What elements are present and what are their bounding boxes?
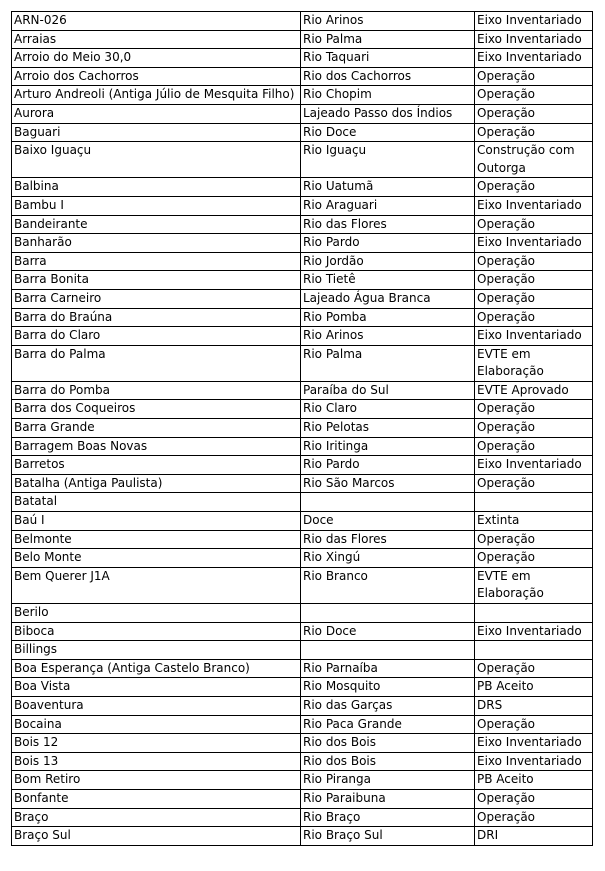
plant-name-cell: Bonfante — [12, 789, 301, 808]
plant-name-cell: Barra dos Coqueiros — [12, 400, 301, 419]
table-row — [12, 215, 593, 234]
status-cell: Operação — [475, 419, 593, 438]
river-cell: Rio Xingú — [301, 549, 475, 568]
river-cell: Rio das Flores — [301, 530, 475, 549]
river-cell: Rio Braço Sul — [301, 827, 475, 846]
status-cell — [475, 604, 593, 623]
plant-name-cell: Barra do Claro — [12, 327, 301, 346]
plant-name-cell: Bois 13 — [12, 752, 301, 771]
plant-name-cell: Banharão — [12, 234, 301, 253]
status-cell: PB Aceito — [475, 678, 593, 697]
river-cell: Doce — [301, 512, 475, 531]
table-row — [12, 252, 593, 271]
river-cell — [301, 604, 475, 623]
status-cell: Eixo Inventariado — [475, 752, 593, 771]
river-cell: Lajeado Passo dos Índios — [301, 104, 475, 123]
table-row — [12, 604, 593, 623]
plant-name-cell: Baguari — [12, 123, 301, 142]
status-cell: PB Aceito — [475, 771, 593, 790]
river-cell: Lajeado Água Branca — [301, 289, 475, 308]
status-cell: DRI — [475, 827, 593, 846]
status-cell: Construção com Outorga — [475, 142, 593, 178]
river-cell — [301, 493, 475, 512]
river-cell: Rio Paca Grande — [301, 715, 475, 734]
status-cell: Operação — [475, 530, 593, 549]
plant-name-cell: Belo Monte — [12, 549, 301, 568]
status-cell — [475, 493, 593, 512]
table-row — [12, 512, 593, 531]
status-cell: Operação — [475, 271, 593, 290]
table-row — [12, 437, 593, 456]
river-cell: Rio Tietê — [301, 271, 475, 290]
table-row — [12, 30, 593, 49]
river-cell: Rio Jordão — [301, 252, 475, 271]
status-cell: Operação — [475, 67, 593, 86]
table-row — [12, 400, 593, 419]
plant-name-cell: Braço Sul — [12, 827, 301, 846]
river-cell: Rio Iguaçu — [301, 142, 475, 178]
status-cell: EVTE em Elaboração — [475, 345, 593, 381]
river-cell: Rio Parnaíba — [301, 659, 475, 678]
river-cell: Rio São Marcos — [301, 474, 475, 493]
table-row — [12, 456, 593, 475]
table-row — [12, 289, 593, 308]
table-row — [12, 771, 593, 790]
river-cell: Rio Chopim — [301, 86, 475, 105]
river-cell: Rio Braço — [301, 808, 475, 827]
plant-name-cell: Barra do Braúna — [12, 308, 301, 327]
table-row — [12, 493, 593, 512]
river-cell: Rio Palma — [301, 345, 475, 381]
plant-name-cell: Belmonte — [12, 530, 301, 549]
plant-name-cell: Baixo Iguaçu — [12, 142, 301, 178]
plant-name-cell: Barra do Pomba — [12, 381, 301, 400]
table-row — [12, 123, 593, 142]
table-row — [12, 381, 593, 400]
river-cell: Rio Doce — [301, 622, 475, 641]
table-row — [12, 641, 593, 660]
table-row — [12, 308, 593, 327]
table-row — [12, 178, 593, 197]
plant-name-cell: Bandeirante — [12, 215, 301, 234]
plant-name-cell: Boaventura — [12, 696, 301, 715]
status-cell: Operação — [475, 86, 593, 105]
status-cell: Operação — [475, 789, 593, 808]
plant-name-cell: Arroio dos Cachorros — [12, 67, 301, 86]
status-cell: Operação — [475, 437, 593, 456]
table-row — [12, 696, 593, 715]
table-row — [12, 530, 593, 549]
river-cell: Rio Doce — [301, 123, 475, 142]
plant-name-cell: Boa Vista — [12, 678, 301, 697]
status-cell: Eixo Inventariado — [475, 49, 593, 68]
river-cell: Rio Mosquito — [301, 678, 475, 697]
river-cell: Paraíba do Sul — [301, 381, 475, 400]
status-cell: Eixo Inventariado — [475, 734, 593, 753]
plant-name-cell: Barretos — [12, 456, 301, 475]
table-row — [12, 549, 593, 568]
plant-name-cell: Barra Grande — [12, 419, 301, 438]
river-cell: Rio das Flores — [301, 215, 475, 234]
plant-name-cell: Barra do Palma — [12, 345, 301, 381]
table-row — [12, 789, 593, 808]
status-cell: DRS — [475, 696, 593, 715]
table-row — [12, 104, 593, 123]
plant-name-cell: Bem Querer J1A — [12, 567, 301, 603]
status-cell: Operação — [475, 474, 593, 493]
plant-name-cell: Batalha (Antiga Paulista) — [12, 474, 301, 493]
river-cell: Rio Branco — [301, 567, 475, 603]
river-cell: Rio Claro — [301, 400, 475, 419]
table-row — [12, 827, 593, 846]
river-cell: Rio Arinos — [301, 12, 475, 31]
river-cell: Rio Iritinga — [301, 437, 475, 456]
table-row — [12, 752, 593, 771]
status-cell: Operação — [475, 659, 593, 678]
river-cell — [301, 641, 475, 660]
plant-name-cell: Arraias — [12, 30, 301, 49]
table-row — [12, 622, 593, 641]
plant-name-cell: Barra Bonita — [12, 271, 301, 290]
river-cell: Rio Piranga — [301, 771, 475, 790]
river-cell: Rio Pelotas — [301, 419, 475, 438]
status-cell — [475, 641, 593, 660]
river-cell: Rio das Garças — [301, 696, 475, 715]
status-cell: Operação — [475, 808, 593, 827]
river-cell: Rio Uatumã — [301, 178, 475, 197]
status-cell: Eixo Inventariado — [475, 234, 593, 253]
table-row — [12, 659, 593, 678]
status-cell: Eixo Inventariado — [475, 456, 593, 475]
table-row — [12, 67, 593, 86]
river-cell: Rio Paraibuna — [301, 789, 475, 808]
plant-name-cell: Baú I — [12, 512, 301, 531]
plant-name-cell: Barra Carneiro — [12, 289, 301, 308]
table-row — [12, 474, 593, 493]
status-cell: Operação — [475, 308, 593, 327]
plant-name-cell: Aurora — [12, 104, 301, 123]
table-row — [12, 567, 593, 603]
status-cell: Extinta — [475, 512, 593, 531]
plant-name-cell: Barra — [12, 252, 301, 271]
table-row — [12, 142, 593, 178]
table-body — [12, 12, 593, 846]
status-cell: Eixo Inventariado — [475, 196, 593, 215]
status-cell: Operação — [475, 252, 593, 271]
table-row — [12, 49, 593, 68]
plant-name-cell: Berilo — [12, 604, 301, 623]
table-row — [12, 86, 593, 105]
hydro-plants-table — [11, 11, 593, 846]
status-cell: Eixo Inventariado — [475, 12, 593, 31]
table-row — [12, 271, 593, 290]
status-cell: Operação — [475, 215, 593, 234]
status-cell: EVTE em Elaboração — [475, 567, 593, 603]
river-cell: Rio dos Cachorros — [301, 67, 475, 86]
table-row — [12, 234, 593, 253]
status-cell: Eixo Inventariado — [475, 30, 593, 49]
status-cell: Operação — [475, 123, 593, 142]
plant-name-cell: Barragem Boas Novas — [12, 437, 301, 456]
plant-name-cell: Batatal — [12, 493, 301, 512]
table-row — [12, 327, 593, 346]
plant-name-cell: Bambu I — [12, 196, 301, 215]
status-cell: Operação — [475, 549, 593, 568]
river-cell: Rio Palma — [301, 30, 475, 49]
plant-name-cell: Bom Retiro — [12, 771, 301, 790]
table-row — [12, 715, 593, 734]
status-cell: Operação — [475, 178, 593, 197]
plant-name-cell: Bois 12 — [12, 734, 301, 753]
plant-name-cell: Boa Esperança (Antiga Castelo Branco) — [12, 659, 301, 678]
table-row — [12, 196, 593, 215]
plant-name-cell: Biboca — [12, 622, 301, 641]
table-row — [12, 419, 593, 438]
river-cell: Rio Taquari — [301, 49, 475, 68]
plant-name-cell: ARN-026 — [12, 12, 301, 31]
status-cell: Eixo Inventariado — [475, 622, 593, 641]
plant-name-cell: Bocaina — [12, 715, 301, 734]
table-row — [12, 12, 593, 31]
status-cell: Operação — [475, 400, 593, 419]
table-row — [12, 345, 593, 381]
river-cell: Rio Araguari — [301, 196, 475, 215]
river-cell: Rio Pardo — [301, 456, 475, 475]
river-cell: Rio Pardo — [301, 234, 475, 253]
status-cell: EVTE Aprovado — [475, 381, 593, 400]
table-row — [12, 808, 593, 827]
status-cell: Eixo Inventariado — [475, 327, 593, 346]
river-cell: Rio dos Bois — [301, 734, 475, 753]
plant-name-cell: Arroio do Meio 30,0 — [12, 49, 301, 68]
table-row — [12, 678, 593, 697]
river-cell: Rio dos Bois — [301, 752, 475, 771]
status-cell: Operação — [475, 289, 593, 308]
status-cell: Operação — [475, 104, 593, 123]
status-cell: Operação — [475, 715, 593, 734]
river-cell: Rio Pomba — [301, 308, 475, 327]
river-cell: Rio Arinos — [301, 327, 475, 346]
plant-name-cell: Billings — [12, 641, 301, 660]
plant-name-cell: Balbina — [12, 178, 301, 197]
plant-name-cell: Braço — [12, 808, 301, 827]
plant-name-cell: Arturo Andreoli (Antiga Júlio de Mesquita Filho) — [12, 86, 301, 105]
table-row — [12, 734, 593, 753]
